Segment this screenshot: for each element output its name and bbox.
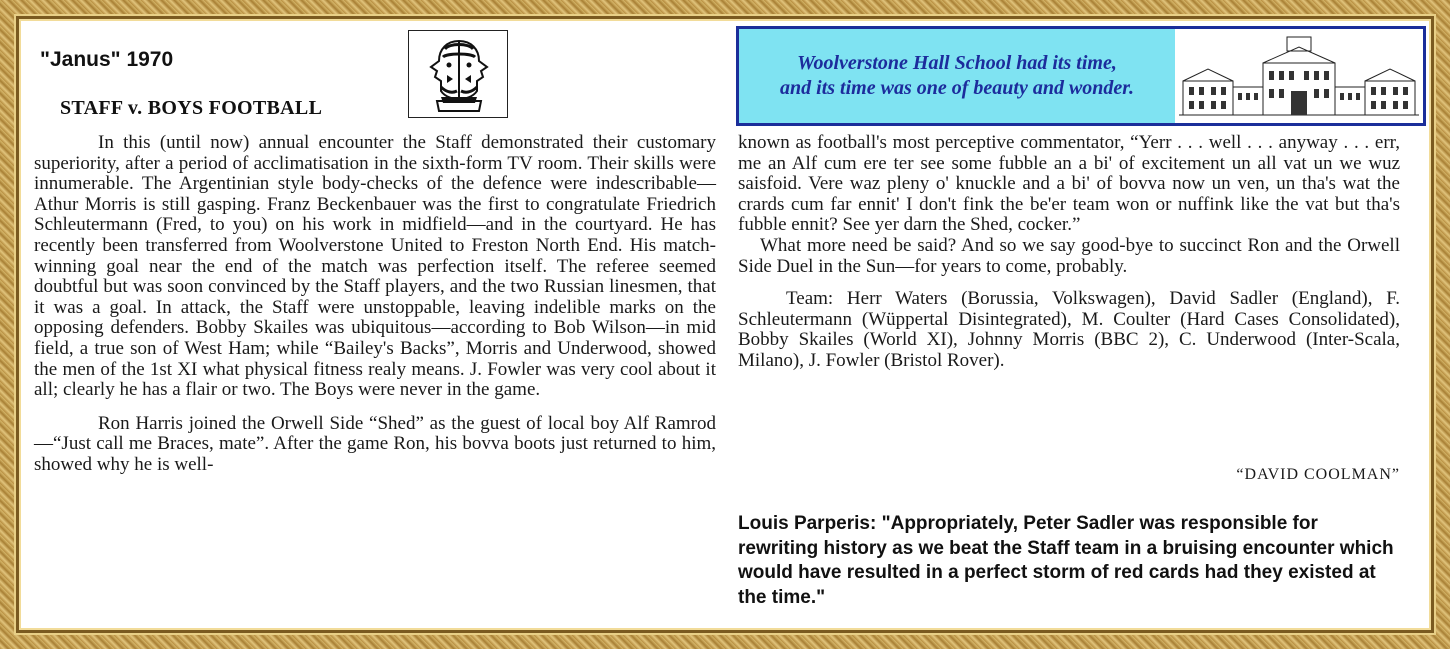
author-signature: “DAVID COOLMAN” [1236, 466, 1400, 483]
article-paragraph: In this (until now) annual encounter the Staff demonstrated their customary superiority, after a period of acclimatisation in the sixth-form TV room. Their skills were innumerable. The Argentinian style body-checks of the defence were indescribable—Athur Morris is still gasping. Franz Beckenbauer was the first to congratulate Friedrich Schleutermann (Fred, to you) on his work in midfield—and in the courtyard. He has recently been transferred from Woolverstone United to Freston North End. His match-winning goal near the end of the match was perfection itself. The referee seemed doubtful but was soon convinced by the Staff players, and the two Russian linesmen, that it was a goal. In attack, the Staff were unstoppable, leaving indelible marks on the opposing defenders. Bobby Skailes was ubiquitous—according to Bob Wilson—in mid field, a true son of West Ham; while “Bailey's Backs”, Morris and Underwood, showed the men of the 1st XI what physical fitness realy means. J. Fowler was very cool about it all; clearly he has a flair or two. The Boys were never in the game. [34, 132, 716, 401]
team-list: Team: Herr Waters (Borussia, Volkswagen), David Sadler (England), F. Schleutermann (Wüppertal Disintegrated), M. Coulter (Hard Cases Consolidated), Bobby Skailes (World XI), Johnny Morris (BBC 2), C. Underwood (Inter-Scala, Milano), J. Fowler (Bristol Rover). [738, 288, 1400, 371]
reader-comment: Louis Parperis: "Appropriately, Peter Sadler was responsible for rewriting history as we beat the Staff team in a bruising encounter which would have resulted in a perfect storm of red cards had they existed at the time." [738, 513, 1394, 608]
banner-line: and its time was one of beauty and wonder. [780, 77, 1134, 99]
article-heading: STAFF v. BOYS FOOTBALL [60, 97, 323, 119]
school-banner [736, 26, 1426, 126]
banner-motto [739, 29, 1175, 123]
banner-line: Woolverstone Hall School had its time, [797, 52, 1117, 74]
article-right-column [738, 133, 1400, 372]
document-page [22, 22, 1428, 627]
article-left-column [34, 133, 716, 476]
article-paragraph: Ron Harris joined the Orwell Side “Shed” as the guest of local boy Alf Ramrod—“Just call me Braces, mate”. After the game Ron, his bovva boots just returned to him, showed why he is well- [34, 412, 716, 475]
source-title: "Janus" 1970 [40, 48, 174, 71]
article-paragraph: What more need be said? And so we say good-bye to succinct Ron and the Orwell Side Duel in the Sun—for years to come, probably. [738, 234, 1400, 277]
woolverstone-hall-building-icon [1175, 29, 1423, 123]
article-paragraph: known as football's most perceptive commentator, “Yerr . . . well . . . anyway . . . err, me an Alf cum ere ter see some fubble an a bi' of excitement un all vat un we wuz saisfoid. Vere waz pleny o' knuckle and a bi' of bovva now un ven, un tha's wat the crards cum far ennit' I don't fink the be'er team won or nuffink like the vat but tha's fubble ennit? See yer darn the Shed, cocker.” [738, 132, 1400, 236]
janus-two-faced-head-icon [408, 30, 508, 118]
